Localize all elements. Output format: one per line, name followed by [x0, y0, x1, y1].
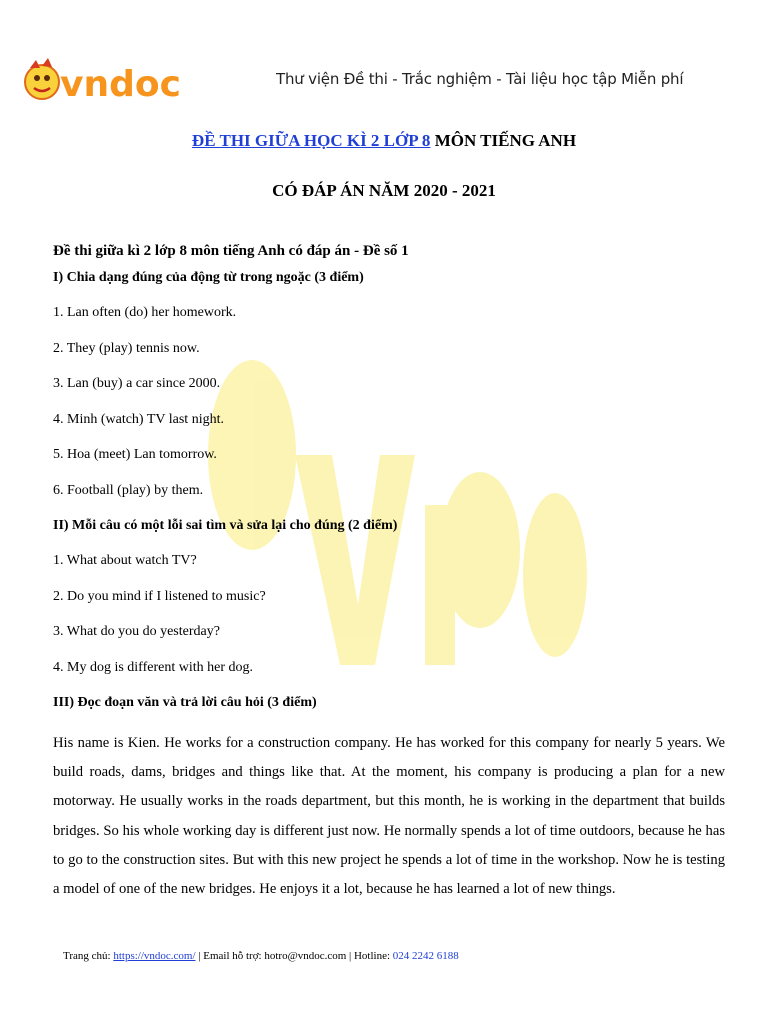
reading-passage: His name is Kien. He works for a construction company. He has worked for this company for nearly 5 years. We build roads, dams, bridges and things like that. At the moment, his company is producing a plan for a new motorway. He usually works in the roads department, but this month, he is working in the department that builds bridges. So his whole working day is different just now. He normally spends a lot of time outdoors, because he has to go to the construction sites. But with this new project he spends a lot of time in the workshop. Now he is testing a model of one of the new bridges. He enjoys it a lot, because he has learned a lot of new things. [53, 735, 725, 898]
section-1-item: 4. Minh (watch) TV last night. [53, 412, 224, 427]
section-1-item: 3. Lan (buy) a car since 2000. [53, 376, 221, 391]
section-2-item: 3. What do you do yesterday? [53, 624, 220, 639]
section-1-heading: I) Chia dạng đúng của động từ trong ngoặc (3 điểm) [53, 270, 364, 285]
site-tagline: Thư viện Đề thi - Trắc nghiệm - Tài liệu học tập Miễn phí [276, 70, 684, 88]
section-2-item: 2. Do you mind if I listened to music? [53, 589, 266, 604]
exam-subtitle: Đề thi giữa kì 2 lớp 8 môn tiếng Anh có đáp án - Đề số 1 [53, 243, 409, 259]
logo-text: vndoc [60, 64, 181, 105]
section-3-heading: III) Đọc đoạn văn và trả lời câu hỏi (3 điểm) [53, 695, 317, 710]
section-1-item: 1. Lan often (do) her homework. [53, 305, 237, 320]
vndoc-logo[interactable] [20, 56, 190, 108]
document-title-line1 [0, 131, 768, 151]
title-link[interactable]: ĐỀ THI GIỮA HỌC KÌ 2 LỚP 8 [191, 131, 431, 150]
footer-hotline[interactable]: 024 2242 6188 [392, 950, 459, 962]
section-1-item: 6. Football (play) by them. [53, 483, 204, 498]
section-2-item: 4. My dog is different with her dog. [53, 660, 253, 675]
document-title-line2: CÓ ĐÁP ÁN NĂM 2020 - 2021 [272, 181, 496, 200]
vndoc-watermark [200, 335, 600, 690]
section-1-item: 2. They (play) tennis now. [53, 341, 200, 356]
page-footer [63, 950, 459, 962]
footer-home-label: Trang chủ: [63, 950, 114, 962]
footer-home-link[interactable]: https://vndoc.com/ [113, 950, 196, 962]
section-2-item: 1. What about watch TV? [53, 553, 197, 568]
section-1-item: 5. Hoa (meet) Lan tomorrow. [53, 447, 217, 462]
section-2-heading: II) Mỗi câu có một lỗi sai tìm và sửa lại cho đúng (2 điểm) [53, 518, 398, 533]
footer-contact: | Email hỗ trợ: hotro@vndoc.com | Hotline: [195, 950, 393, 962]
title-rest: MÔN TIẾNG ANH [430, 131, 577, 150]
page-header [0, 0, 768, 110]
mascot-icon [25, 65, 59, 99]
